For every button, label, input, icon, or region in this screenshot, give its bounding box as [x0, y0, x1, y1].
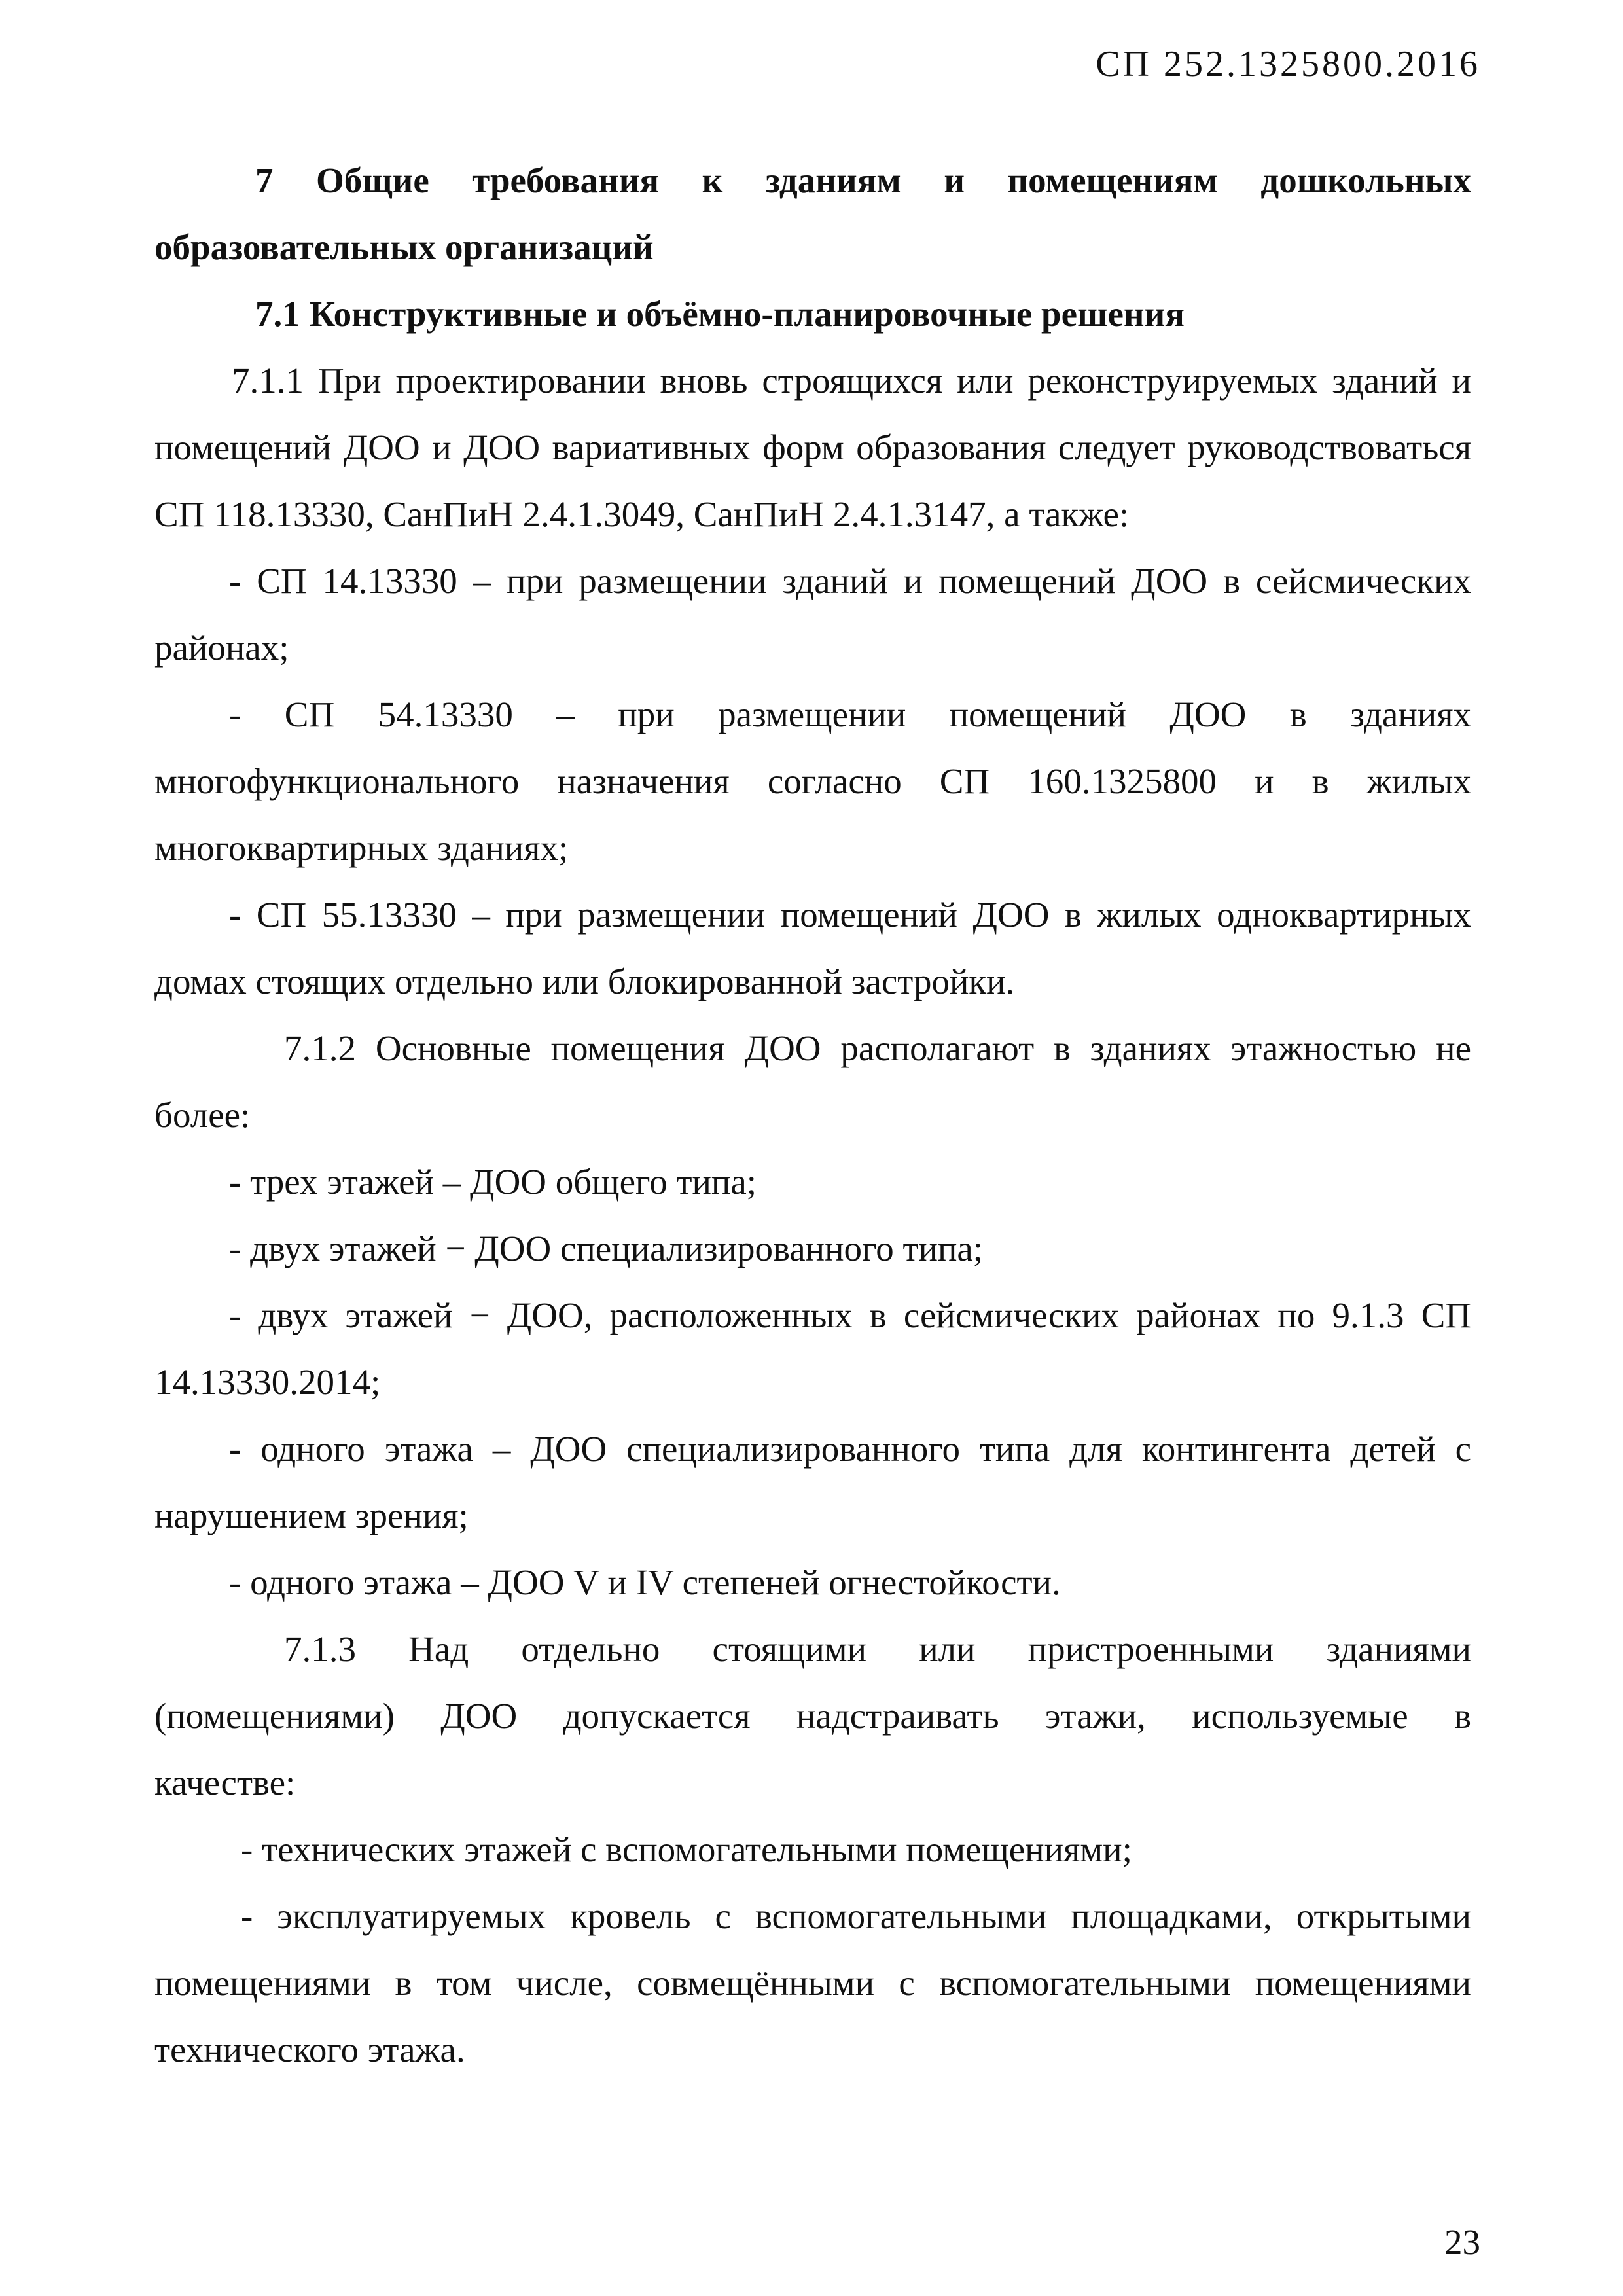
list-item: - СП 55.13330 – при размещении помещений ДОО в жилых одноквартирных домах стоящих отдельно или блокированной застройки. — [154, 895, 1471, 1001]
list-item: - одного этажа – ДОО V и IV степеней огнестойкости. — [229, 1562, 1061, 1602]
clause-7-1-2: 7.1.2 Основные помещения ДОО располагают в зданиях этажностью не более: — [154, 1028, 1471, 1135]
list-item: - СП 14.13330 – при размещении зданий и помещений ДОО в сейсмических районах; — [154, 561, 1471, 668]
list-item: - одного этажа – ДОО специализированного типа для контингента детей с нарушением зрения; — [154, 1429, 1471, 1535]
clause-7-1-3: 7.1.3 Над отдельно стоящими или пристроенными зданиями (помещениями) ДОО допускается надстраивать этажи, используемые в качестве: — [154, 1629, 1471, 1803]
subsection-title: 7.1 Конструктивные и объёмно-планировочные решения — [255, 294, 1185, 334]
page-number: 23 — [1444, 2222, 1480, 2262]
clause-7-1-1: 7.1.1 При проектировании вновь строящихся или реконструируемых зданий и помещений ДОО и ДОО вариативных форм образования следует руководствоваться СП 118.13330, СанПиН 2.4.1.3049, СанПиН 2.4.1.3147, а также: — [154, 361, 1471, 534]
document-content — [154, 147, 1471, 2083]
list-item: - СП 54.13330 – при размещении помещений ДОО в зданиях многофункционального назначения согласно СП 160.1325800 и в жилых многоквартирных зданиях; — [154, 694, 1471, 868]
list-item: - технических этажей с вспомогательными помещениями; — [241, 1829, 1132, 1869]
list-item: - двух этажей − ДОО специализированного типа; — [229, 1229, 984, 1268]
list-item: - трех этажей – ДОО общего типа; — [229, 1162, 757, 1202]
document-code: СП 252.1325800.2016 — [1096, 44, 1480, 84]
list-item: - эксплуатируемых кровель с вспомогательными площадками, открытыми помещениями в том числе, совмещёнными с вспомогательными помещениями технического этажа. — [154, 1896, 1471, 2070]
list-item: - двух этажей − ДОО, расположенных в сейсмических районах по 9.1.3 СП 14.13330.2014; — [154, 1295, 1471, 1402]
section-title: 7 Общие требования к зданиям и помещениям дошкольных образовательных организаций — [154, 160, 1471, 267]
